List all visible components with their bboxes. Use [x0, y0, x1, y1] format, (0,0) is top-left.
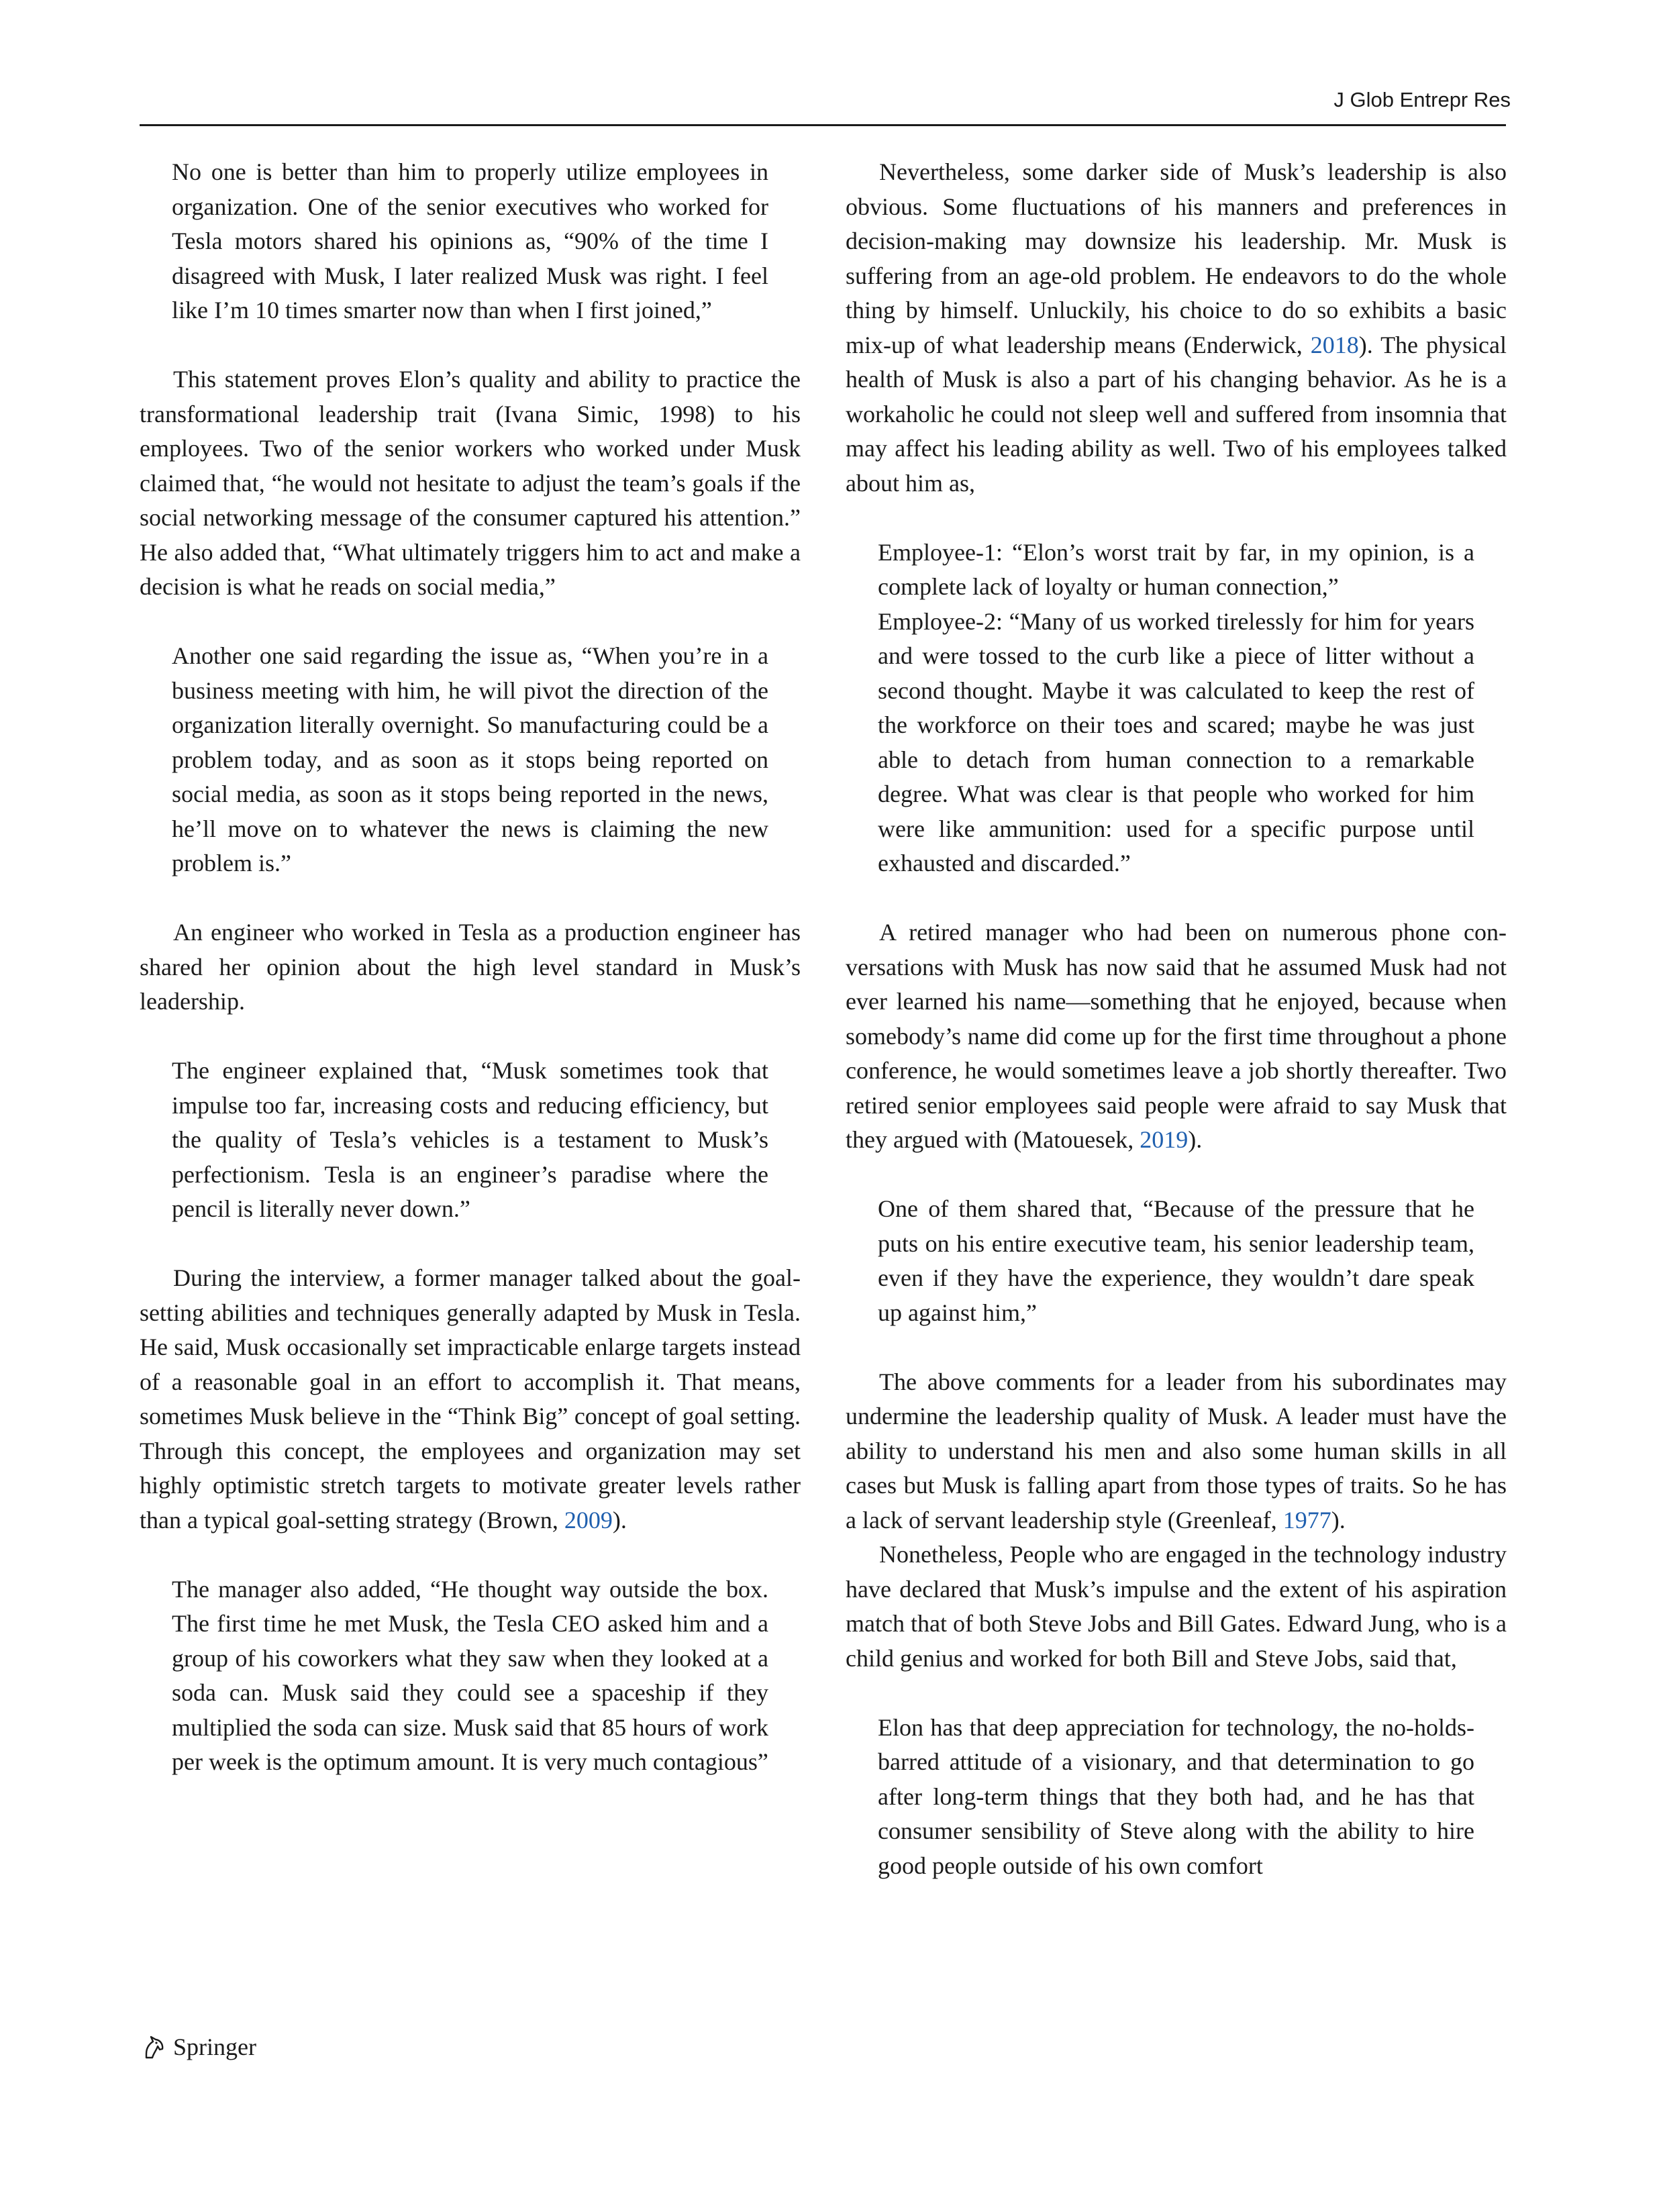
- citation-brown-2009[interactable]: 2009: [564, 1506, 613, 1534]
- right-paragraph-servant-leadership: [846, 1365, 1507, 1538]
- citation-matouesek-2019[interactable]: 2019: [1140, 1126, 1189, 1153]
- left-paragraph-goal-setting-text: During the interview, a former manager talked about the goal-setting abilities and techniques generally adapted by Musk in Tesla. He said, Musk occasionally set impracticable enlarge targets instead of a reasonable goal in an effort to accomplish it. That means, sometimes Musk believe in the “Think Big” concept of goal setting. Through this concept, the employees and organization may set highly optimistic stretch targets to motivate greater levels rather than a typical goal-setting strategy (Brown,: [140, 1264, 801, 1534]
- footer-publisher: [140, 2033, 256, 2061]
- left-quote-pivot: Another one said regarding the issue as, “When you’re in a business meeting with him, he will pivot the direction of the organization literally overnight. So manufacturing could be a problem today, and as soon as it stops being reported on social media, as soon as it stops being reported in the news, he’ll move on to whatever the news is claiming the new problem is.”: [172, 642, 768, 876]
- right-paragraph-servant-leadership-end: ).: [1331, 1506, 1346, 1534]
- left-paragraph-transformational: This statement proves Elon’s quality and ability to practice the transformational leadership trait (Ivana Simic, 1998) to his employees. Two of the senior workers who worked under Musk claimed that, “he would not hesitate to adjust the team’s goals if the social networking message of the consumer captured his attention.” He also added that, “What ultimately triggers him to act and make a decision is what he reads on social media,”: [140, 366, 801, 600]
- left-column: [140, 155, 801, 1780]
- right-paragraph-darker-side-end: ). The physical health of Musk is also a part of his changing behavior. As he is a workaholic he could not sleep well and suffered from insomnia that may affect his leading ability as well. Two of his employees talked about him as,: [846, 331, 1507, 497]
- right-column: [846, 155, 1507, 1883]
- running-head-journal: J Glob Entrepr Res: [1333, 88, 1511, 111]
- right-quote-employee-1: Employee-1: “Elon’s worst trait by far, in my opinion, is a complete lack of loyalty or human connection,”: [878, 538, 1474, 600]
- right-paragraph-technology-industry: Nonetheless, People who are engaged in the technology industry have declared that Musk’s impulse and the extent of his aspiration match that of both Steve Jobs and Bill Gates. Edward Jung, who is a child genius and worked for both Bill and Steve Jobs, said that,: [846, 1541, 1507, 1672]
- right-paragraph-servant-leadership-text: The above comments for a leader from his subordinates may undermine the leadership quality of Musk. A leader must have the ability to understand his men and also some human skills in all cases but Musk is falling apart from those types of traits. So he has a lack of servant leadership style (Greenleaf,: [846, 1368, 1507, 1534]
- citation-greenleaf-1977[interactable]: 1977: [1282, 1506, 1331, 1534]
- right-quote-edward-jung: Elon has that deep appreciation for technology, the no-holds-barred attitude of a visionary, and that determination to go after long-term things that they both had, and he has that consumer sensibility of Steve along with the ability to hire good people outside of his own comfort: [878, 1713, 1474, 1879]
- right-paragraph-retired-manager: [846, 915, 1507, 1158]
- left-paragraph-goal-setting-end: ).: [612, 1506, 627, 1534]
- footer-publisher-name: Springer: [173, 2033, 256, 2060]
- right-paragraph-retired-manager-text: A retired manager who had been on numerous phone conversations with Musk has now said that he assumed Musk had not ever learned his name—something that he enjoyed, because when somebody’s name did come up for the first time throughout a phone conference, he would sometimes leave a job shortly thereafter. Two retired senior employees said people were afraid to say Musk that they argued with (Matouesek,: [846, 919, 1507, 1153]
- header-rule: [140, 124, 1506, 126]
- citation-enderwick-2018[interactable]: 2018: [1310, 331, 1359, 358]
- left-quote-manager: The manager also added, “He thought way outside the box. The first time he met Musk, the Tesla CEO asked him and a group of his coworkers what they saw when they looked at a soda can. Musk said they could see a spaceship if they multiplied the soda can size. Musk said that 85 hours of work per week is the optimum amount. It is very much contagious”: [172, 1575, 768, 1775]
- right-paragraph-darker-side-text: Nevertheless, some darker side of Musk’s leadership is also obvious. Some fluctuations of his manners and preferences in decision-making may downsize his leadership. Mr. Musk is suffering from an age-old problem. He endeavors to do the whole thing by himself. Unluckily, his choice to do so exhibits a basic mix-up of what leadership means (Enderwick,: [846, 158, 1507, 358]
- left-paragraph-engineer: An engineer who worked in Tesla as a production engineer has shared her opinion about the high level standard in Musk’s leadership.: [140, 919, 801, 1015]
- right-paragraph-retired-manager-end: ).: [1188, 1126, 1203, 1153]
- left-quote-engineer: The engineer explained that, “Musk sometimes took that impulse too far, increasing costs and reducing efficiency, but the quality of Tesla’s vehicles is a testament to Musk’s perfectionism. Tesla is an engineer’s paradise where the pencil is literally never down.”: [172, 1057, 768, 1222]
- right-quote-employee-2: Employee-2: “Many of us worked tirelessly for him for years and were tossed to the curb like a piece of litter without a second thought. Maybe it was calculated to keep the rest of the workforce on their toes and scared; maybe he was just able to detach from human connection to a remarkable degree. What was clear is that people who worked for him were like ammunition: used for a specific purpose until exhausted and discarded.”: [878, 607, 1474, 876]
- right-paragraph-darker-side: [846, 155, 1507, 501]
- right-quote-pressure: One of them shared that, “Because of the pressure that he puts on his entire executive team, his senior leadership team, even if they have the experience, they wouldn’t dare speak up against him,”: [878, 1195, 1474, 1326]
- springer-horse-icon: [140, 2033, 166, 2060]
- left-quote-executive: No one is better than him to properly utilize employees in organization. One of the senior executives who worked for Tesla motors shared his opinions as, “90% of the time I disagreed with Musk, I later realized Musk was right. I feel like I’m 10 times smarter now than when I first joined,”: [172, 158, 768, 323]
- left-paragraph-goal-setting: [140, 1261, 801, 1538]
